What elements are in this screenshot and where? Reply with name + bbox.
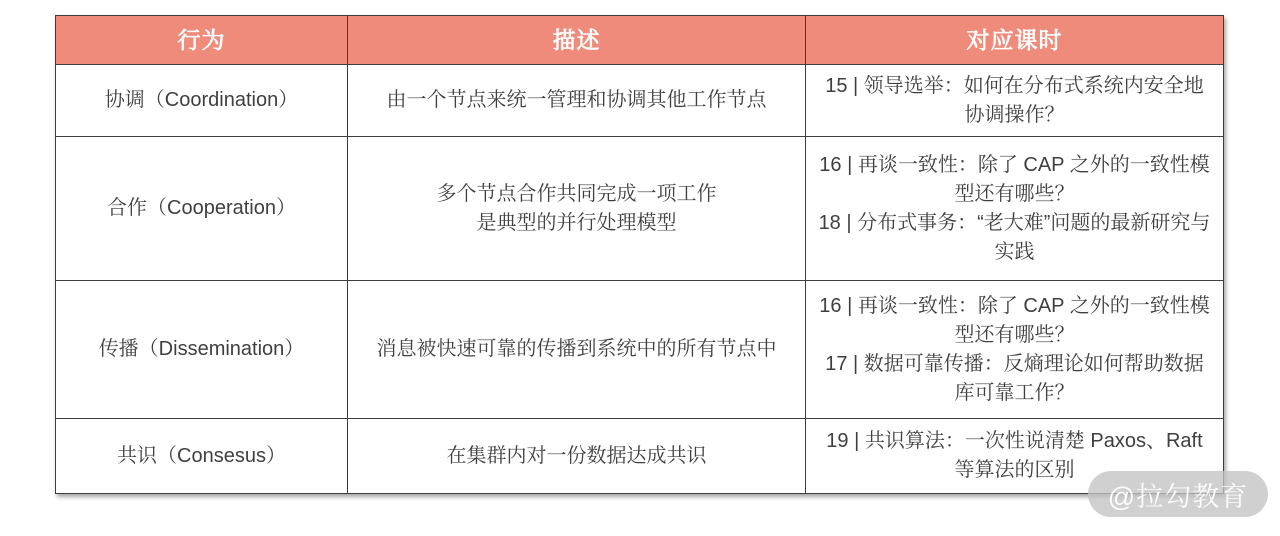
- lessons-cell: [806, 137, 1223, 280]
- table-row: [56, 137, 1223, 281]
- description-cell: [348, 137, 806, 280]
- column-header-behavior: 行为: [56, 16, 348, 64]
- table-row: [56, 281, 1223, 419]
- behavior-cell: 协调（Coordination）: [56, 65, 348, 136]
- watermark-badge: [1088, 471, 1268, 517]
- behavior-cell: 共识（Consesus）: [56, 419, 348, 493]
- column-header-description: 描述: [348, 16, 806, 64]
- behavior-cell: 传播（Dissemination）: [56, 281, 348, 418]
- behavior-cell: 合作（Cooperation）: [56, 137, 348, 280]
- lesson-item: 19 | 共识算法：一次性说清楚 Paxos、Raft 等算法的区别: [826, 430, 1203, 481]
- lesson-item: 16 | 再谈一致性：除了 CAP 之外的一致性模型还有哪些？: [819, 294, 1210, 346]
- lessons-cell: [806, 65, 1223, 136]
- description-line: 消息被快速可靠的传播到系统中的所有节点中: [376, 338, 777, 360]
- description-cell: [348, 419, 806, 493]
- course-mapping-table: [55, 15, 1224, 494]
- description-line: 是典型的并行处理模型: [476, 211, 677, 234]
- lesson-item: 18 | 分布式事务：“老大难”问题的最新研究与实践: [818, 211, 1211, 263]
- table-row: [56, 65, 1223, 137]
- column-header-lessons: 对应课时: [806, 16, 1223, 64]
- description-line: 由一个节点来统一管理和协调其他工作节点: [386, 89, 767, 111]
- table-row: [56, 419, 1223, 493]
- description-cell: [348, 65, 806, 136]
- lessons-cell: [806, 281, 1223, 418]
- description-line: 多个节点合作共同完成一项工作: [436, 182, 717, 205]
- table-header-row: [56, 16, 1223, 65]
- watermark-label: @拉勾教育: [1107, 481, 1249, 512]
- lesson-item: 16 | 再谈一致性：除了 CAP 之外的一致性模型还有哪些？: [819, 153, 1210, 205]
- lesson-item: 15 | 领导选举：如何在分布式系统内安全地协调操作？: [825, 74, 1204, 126]
- lesson-item: 17 | 数据可靠传播：反熵理论如何帮助数据库可靠工作？: [825, 352, 1204, 404]
- description-cell: [348, 281, 806, 418]
- description-line: 在集群内对一份数据达成共识: [446, 444, 707, 467]
